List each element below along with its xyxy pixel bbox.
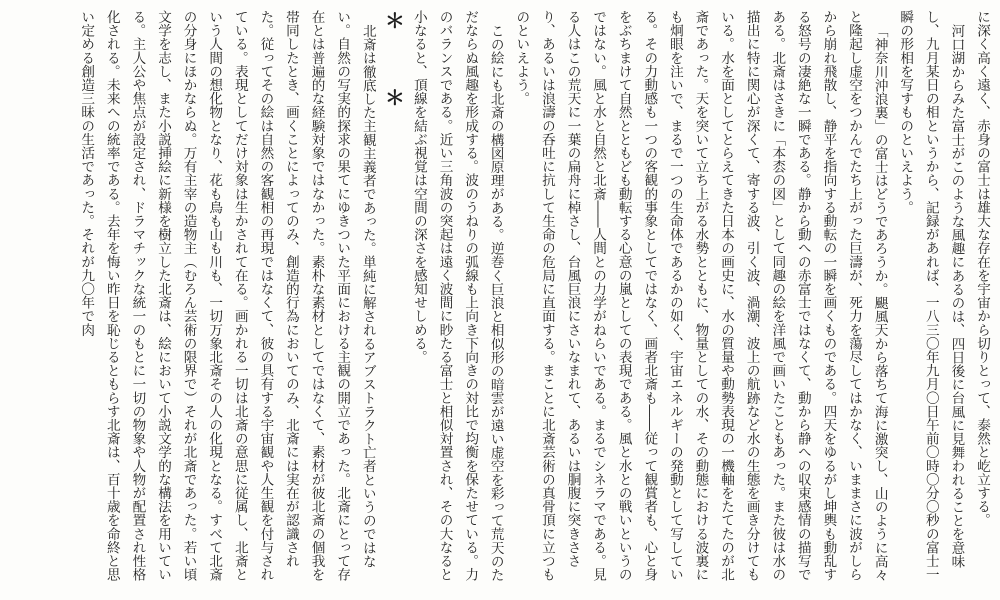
asterisk-mark: ＊ [381, 86, 406, 113]
paragraph: 河口湖からみた富士がこのような風趣にあるのは、四日後に台風に見舞われることを意味し、九月某日の相というから、記録があれば、一八三〇年九月〇日午前〇時〇分〇秒の富士一瞬の形相を写すものといえよう。 [897, 10, 965, 582]
asterisk-mark: ＊ [381, 10, 406, 36]
paragraph: 北斎は徹底した主観主義者であった。単純に解されるアブストラクト亡者というのではない。自然の写実的探求の果てにゆきついた平面における主観の開立であった。北斎にとって存在とは普遍的な経験対象ではなかった。素朴な素材としてではなくて、素材が彼北斎の個我を帯同したとき、画くことによってのみ、創造的行為においてのみ、北斎には実在が認識された。従ってその絵は自然の客観相の再現ではなくて、彼の具有する宇宙観や人生観を付与されている。表現としてだけ対象は生かされて在る。画かれる一切は北斎の意思に従属し、北斎という人間の想化物となり、花も鳥も山も川も、一切万象北斎その人の化現となる。すべて北斎の分身にほかならぬ。万有主宰の造物主（むろん芸術の限界で）それが北斎であった。若い頃文学を志し、また小説挿絵に新様を樹立した北斎は、絵において小説文学的な構法を用いている。主人公や焦点が設定され、ドラマチックな統一のもとに一切の物象や人物が配置され性格化される。未来への統率である。去年を悔い昨日を恥じるともらす北斎は、百十歳を命終と思い定める創造三昧の生活であった。それが九〇年で肉 [78, 10, 376, 582]
paragraph: に深く高く遠く、赤身の富士は雄大な存在を宇宙から切りとって、泰然と屹立する。 [974, 10, 990, 527]
vertical-text-body [6, 10, 994, 594]
paragraph: この絵にも北斎の構図原理がある。逆巻く巨浪と相似形の暗雲が遠い虚空を彩って荒天のただならぬ風趣を形成する。波のうねりの弧線も上向き下向きの対比で均衡を保たせている。力のバランスである。近い三角波の突起は遠く波間に眇たる富士と相似対置され、その大なると小なると、頂線を結ぶ視覚は空間の深さを感知せしめる。 [410, 10, 504, 582]
section-separator [380, 10, 406, 594]
paragraph: 「神奈川沖浪裏」の富士はどうであろうか。颶風天から落ちて海に激突し、山のように高々と隆起し虚空をつかんでたち上がった巨濤が、死力を蕩尽してはかなく、いままさに波がしらから崩れ飛散し、静平を指向する動転の一瞬を画くものである。四天をゆるがし坤輿も動乱する怒号の凄絶な一瞬である。静から動への赤富士ではなくて、動から静への収束感情の描写である。北斎はさきに「本枩の図」として同趣の絵を洋風で画いたこともあった。また彼は水の描出に特に関心が深くて、寄する波、引く波、渦潮、波上の航跡など水の生態を画き分けてもいる。水を面としてとらえてきた日本の画史に、水の質量や動勢表現の一機軸をたてたのが北斎であった。天を突いて立ち上がる水勢とともに、物量としての水、その動態における波裏にも炯眼を注いで、まるで一つの生命体であるかの如く、宇宙エネルギーの発動として写している。その力動感も一つの客観的事象としてではなく、画者北斎も――従って観賞者も、心と身をぶちまけて自然とともども動転する心意の嵐としての表現である。風と水との戦いというのではない。風と水と自然と北斎――人間との力学がねらいである。まるでシネラマである。見る人はこの荒天に一葉の扁舟に棹さし、台風巨浪にさいなまれて、あるいは胴腹に突きささり、あるいは浪濤の呑吐に抗して生命の危局に直面する。まことに北斎芸術の真骨頂に立つものといえよう。 [513, 10, 888, 582]
